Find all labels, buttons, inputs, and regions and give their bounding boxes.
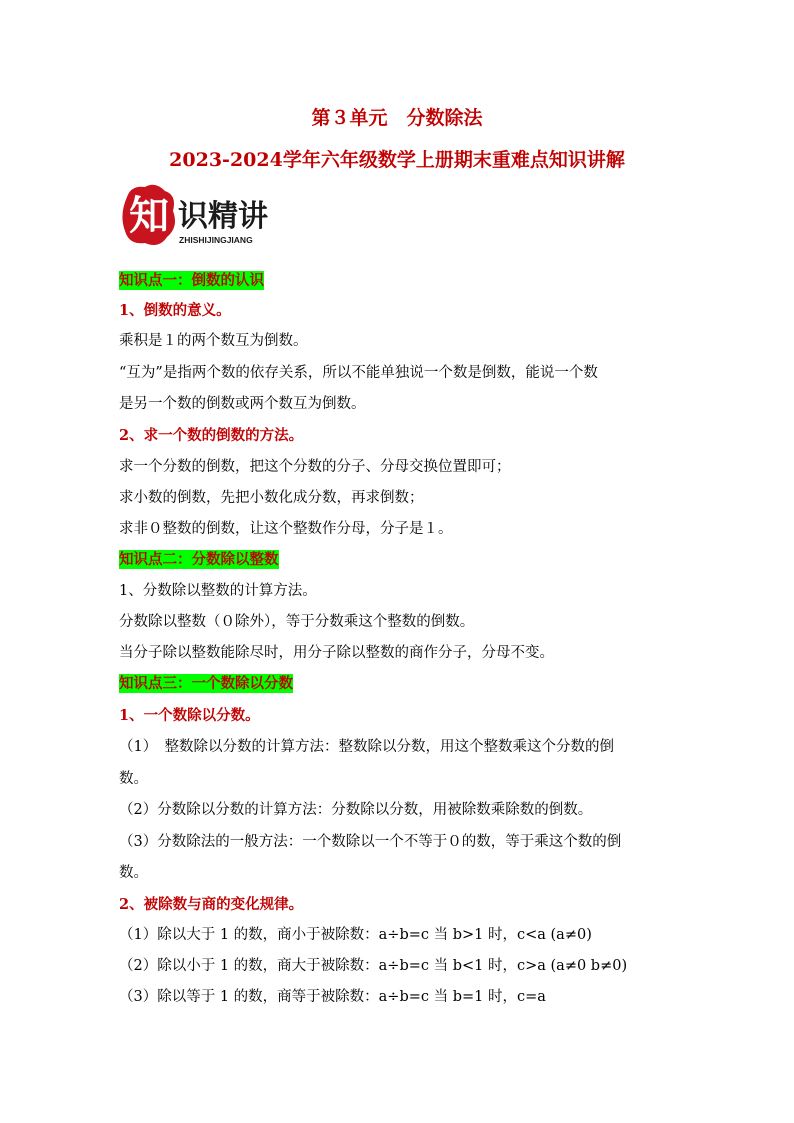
body-text: 分数除以整数（０除外），等于分数乘这个整数的倒数。 xyxy=(119,614,475,630)
text-line-k1-2 xyxy=(119,425,303,447)
text-line-k3-1b xyxy=(119,768,148,790)
section-heading: 知识点二：分数除以整数 xyxy=(119,551,279,568)
subsection-heading: 2、被除数与商的变化规律。 xyxy=(119,896,304,913)
body-text: “互为”是指两个数的依存关系，所以不能单独说一个数是倒数，能说一个数 xyxy=(119,365,598,381)
subsection-heading: 1、一个数除以分数。 xyxy=(119,707,260,724)
text-line-k2-1a xyxy=(119,611,474,633)
body-text: （3）分数除法的一般方法：一个数除以一个不等于０的数，等于乘这个数的倒 xyxy=(119,834,622,850)
subsection-heading: 1、倒数的意义。 xyxy=(119,302,231,319)
body-text: 是另一个数的倒数或两个数互为倒数。 xyxy=(119,396,366,412)
section-heading: 知识点一：倒数的认识 xyxy=(119,272,264,289)
text-line-k1-1a xyxy=(119,330,308,352)
text-line-k3-2 xyxy=(119,894,303,916)
body-text: 乘积是１的两个数互为倒数。 xyxy=(119,333,308,349)
text-line-k3-1e xyxy=(119,862,148,884)
text-line-k1-1c xyxy=(119,393,366,415)
page-title: 第３单元 分数除法 xyxy=(311,107,483,129)
body-text: 数。 xyxy=(119,771,148,787)
text-line-k3-2b xyxy=(119,955,627,977)
text-line-k2 xyxy=(119,549,279,571)
text-line-k3-1c xyxy=(119,799,592,821)
text-line-k1-1 xyxy=(119,300,231,322)
text-line-k1-2b xyxy=(119,487,424,509)
body-text: 数。 xyxy=(119,865,148,881)
logo-text: 识精讲 xyxy=(178,199,268,234)
text-line-k2-1 xyxy=(119,580,317,602)
body-text: （1）除以大于 1 的数，商小于被除数：a÷b=c 当 b>1 时，c<a (a≠0) xyxy=(119,927,592,943)
body-text: 当分子除以整数能除尽时，用分子除以整数的商作分子，分母不变。 xyxy=(119,645,554,661)
knowledge-logo xyxy=(121,183,291,249)
body-text: 1、分数除以整数的计算方法。 xyxy=(119,583,317,599)
text-line-k3-2c xyxy=(119,986,546,1008)
body-text: 求非０整数的倒数，让这个整数作分母，分子是１。 xyxy=(119,521,453,537)
text-line-k3-1d xyxy=(119,831,621,853)
text-line-k3 xyxy=(119,673,293,695)
body-text: （2）除以小于 1 的数，商大于被除数：a÷b=c 当 b<1 时，c>a (a≠0 b≠0) xyxy=(119,958,628,974)
section-heading: 知识点三：一个数除以分数 xyxy=(119,675,293,692)
body-text: 求一个分数的倒数，把这个分数的分子、分母交换位置即可； xyxy=(119,459,511,475)
body-text: （1） 整数除以分数的计算方法：整数除以分数，用这个整数乘这个分数的倒 xyxy=(119,739,614,755)
text-line-k1 xyxy=(119,270,264,292)
body-text: 求小数的倒数，先把小数化成分数，再求倒数； xyxy=(119,490,424,506)
text-line-k3-1a xyxy=(119,736,614,758)
text-line-k3-1 xyxy=(119,705,260,727)
body-text: （3）除以等于 1 的数，商等于被除数：a÷b=c 当 b=1 时，c=a xyxy=(119,989,546,1005)
subsection-heading: 2、求一个数的倒数的方法。 xyxy=(119,427,304,444)
text-line-k1-1b xyxy=(119,362,598,384)
text-line-k1-2a xyxy=(119,456,511,478)
body-text: （2）分数除以分数的计算方法：分数除以分数，用被除数乘除数的倒数。 xyxy=(119,802,593,818)
text-line-k2-1b xyxy=(119,642,554,664)
logo-pinyin: ZHISHIJINGJIANG xyxy=(179,235,253,245)
page-subtitle: 2023-2024学年六年级数学上册期末重难点知识讲解 xyxy=(169,149,625,171)
logo-main-char: 知 xyxy=(129,193,169,239)
text-line-k3-2a xyxy=(119,924,592,946)
text-line-k1-2c xyxy=(119,518,453,540)
